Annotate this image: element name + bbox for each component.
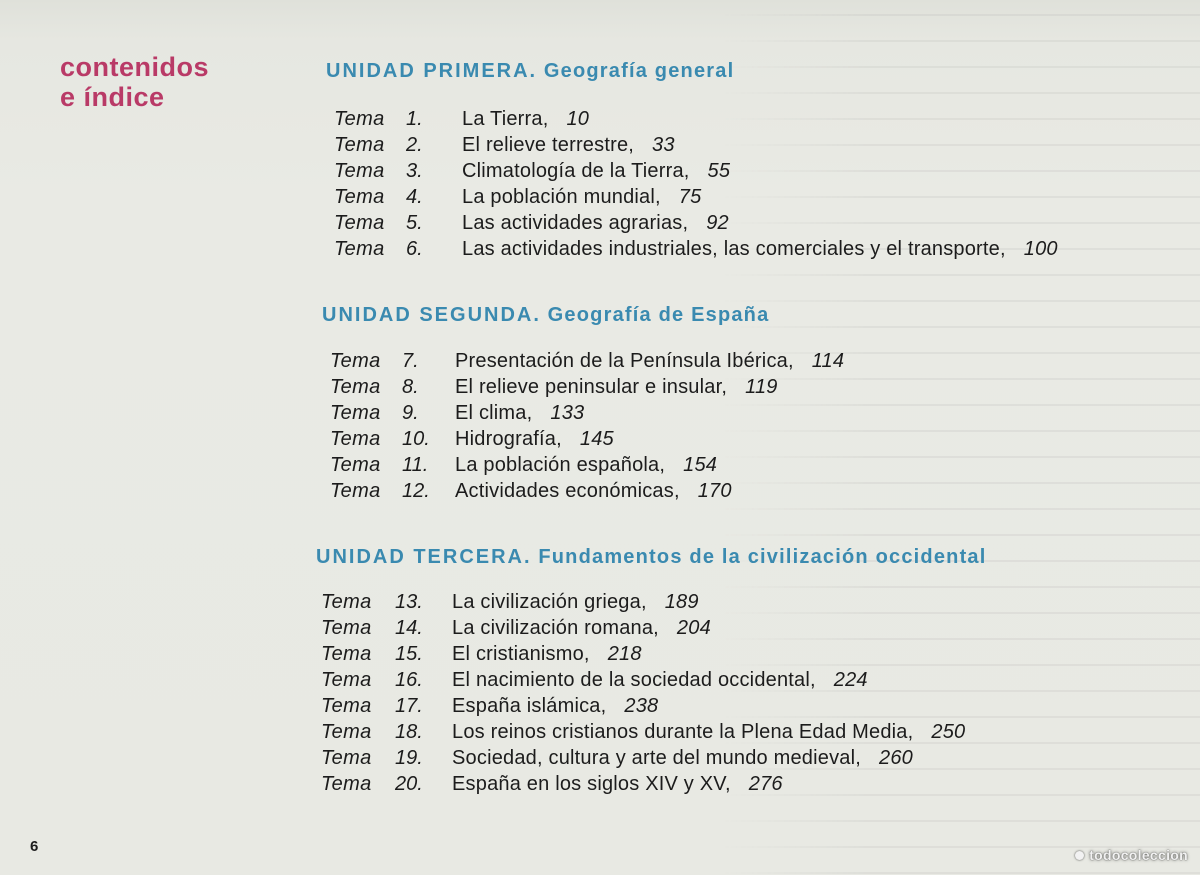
topic-title-group xyxy=(452,615,711,641)
topic-title-group xyxy=(462,184,701,210)
topic-page-number: 33 xyxy=(652,134,675,156)
topic-title: El relieve terrestre, xyxy=(462,134,635,156)
topic-prefix: Tema xyxy=(321,591,372,613)
topic-prefix: Tema xyxy=(334,238,385,260)
topic-prefix: Tema xyxy=(334,212,385,234)
topic-number: 8. xyxy=(402,376,419,398)
topic-prefix: Tema xyxy=(321,695,372,717)
topic-page-number: 170 xyxy=(697,480,732,502)
topic-prefix: Tema xyxy=(334,108,385,130)
topic-number: 20. xyxy=(395,773,423,795)
topic-entry xyxy=(321,719,1151,745)
topic-title-group xyxy=(455,374,778,400)
unit-segunda-topics xyxy=(330,348,1160,504)
topic-page-number: 145 xyxy=(579,428,614,450)
topic-title-group xyxy=(455,348,844,374)
topic-page-number: 133 xyxy=(550,402,585,424)
topic-title: España islámica, xyxy=(452,695,607,717)
topic-title: Hidrografía, xyxy=(455,428,562,450)
topic-title-group xyxy=(452,667,868,693)
topic-prefix: Tema xyxy=(321,643,372,665)
topic-title: Las actividades industriales, las comerciales y el transporte, xyxy=(462,238,1006,260)
watermark xyxy=(1075,847,1188,863)
topic-prefix: Tema xyxy=(321,669,372,691)
unit-label: UNIDAD SEGUNDA. xyxy=(322,304,541,326)
watermark-logo-icon xyxy=(1075,851,1084,860)
topic-title: El clima, xyxy=(455,402,533,424)
topic-entry xyxy=(334,158,1164,184)
topic-title-group xyxy=(455,452,717,478)
topic-prefix: Tema xyxy=(330,480,381,502)
topic-entry xyxy=(330,452,1160,478)
topic-entry xyxy=(321,641,1151,667)
topic-entry xyxy=(330,374,1160,400)
topic-title: La población española, xyxy=(455,454,666,476)
topic-page-number: 154 xyxy=(683,454,718,476)
topic-prefix: Tema xyxy=(330,402,381,424)
topic-entry xyxy=(321,693,1151,719)
topic-page-number: 224 xyxy=(833,669,868,691)
topic-page-number: 119 xyxy=(745,376,778,398)
topic-entry xyxy=(334,184,1164,210)
topic-number: 14. xyxy=(395,617,423,639)
topic-page-number: 218 xyxy=(607,643,642,665)
topic-entry xyxy=(321,589,1151,615)
unit-heading-primera xyxy=(326,60,734,83)
topic-number: 16. xyxy=(395,669,423,691)
topic-title: Los reinos cristianos durante la Plena Edad Media, xyxy=(452,721,914,743)
watermark-text: todocoleccion xyxy=(1089,847,1188,863)
topic-title: Las actividades agrarias, xyxy=(462,212,689,234)
topic-page-number: 276 xyxy=(748,773,783,795)
topic-entry xyxy=(321,667,1151,693)
topic-title-group xyxy=(455,426,614,452)
topic-page-number: 100 xyxy=(1023,238,1058,260)
topic-title-group xyxy=(452,693,658,719)
topic-prefix: Tema xyxy=(334,186,385,208)
contents-heading-line2: e índice xyxy=(60,82,165,112)
topic-entry xyxy=(334,210,1164,236)
topic-page-number: 189 xyxy=(664,591,699,613)
unit-heading-tercera xyxy=(316,546,987,569)
topic-page-number: 92 xyxy=(706,212,729,234)
topic-prefix: Tema xyxy=(321,773,372,795)
topic-title: La población mundial, xyxy=(462,186,661,208)
topic-title: El nacimiento de la sociedad occidental, xyxy=(452,669,816,691)
topic-prefix: Tema xyxy=(330,428,381,450)
topic-page-number: 114 xyxy=(811,350,845,372)
topic-entry xyxy=(321,745,1151,771)
topic-title-group xyxy=(452,589,699,615)
topic-page-number: 10 xyxy=(566,108,590,130)
topic-title-group xyxy=(452,771,783,797)
unit-heading-segunda xyxy=(322,304,769,327)
topic-page-number: 75 xyxy=(678,186,702,208)
topic-number: 6. xyxy=(406,238,423,260)
topic-prefix: Tema xyxy=(334,160,385,182)
topic-number: 4. xyxy=(406,186,423,208)
topic-number: 18. xyxy=(395,721,423,743)
topic-title: El relieve peninsular e insular, xyxy=(455,376,728,398)
topic-entry xyxy=(321,771,1151,797)
topic-title: El cristianismo, xyxy=(452,643,590,665)
topic-entry xyxy=(330,426,1160,452)
topic-page-number: 204 xyxy=(676,617,711,639)
topic-entry xyxy=(334,236,1164,262)
topic-title-group xyxy=(455,478,732,504)
topic-title: España en los siglos XIV y XV, xyxy=(452,773,731,795)
topic-title-group xyxy=(462,158,730,184)
contents-heading xyxy=(60,52,209,112)
topic-number: 15. xyxy=(395,643,423,665)
contents-heading-line1: contenidos xyxy=(60,52,210,82)
topic-title: Sociedad, cultura y arte del mundo medieval, xyxy=(452,747,862,769)
topic-title-group xyxy=(452,641,642,667)
unit-primera-topics xyxy=(334,106,1164,262)
unit-label: UNIDAD TERCERA. xyxy=(316,546,532,568)
topic-title-group xyxy=(462,106,589,132)
topic-entry xyxy=(321,615,1151,641)
topic-number: 13. xyxy=(395,591,423,613)
topic-entry xyxy=(334,106,1164,132)
topic-number: 17. xyxy=(395,695,423,717)
topic-title-group xyxy=(462,132,675,158)
topic-number: 3. xyxy=(406,160,423,182)
topic-entry xyxy=(330,400,1160,426)
topic-title: La civilización griega, xyxy=(452,591,647,613)
topic-number: 9. xyxy=(402,402,419,424)
unit-label: UNIDAD PRIMERA. xyxy=(326,60,538,82)
page-number: 6 xyxy=(30,838,39,855)
topic-number: 2. xyxy=(406,134,423,156)
unit-subject: Geografía de España xyxy=(547,304,770,326)
unit-subject: Fundamentos de la civilización occidental xyxy=(538,546,987,568)
topic-prefix: Tema xyxy=(321,747,372,769)
unit-tercera-topics xyxy=(321,589,1151,797)
topic-title-group xyxy=(455,400,584,426)
topic-prefix: Tema xyxy=(334,134,385,156)
topic-page-number: 260 xyxy=(879,747,914,769)
topic-title: Presentación de la Península Ibérica, xyxy=(455,350,794,372)
topic-title: La civilización romana, xyxy=(452,617,659,639)
topic-number: 10. xyxy=(402,428,430,450)
topic-title: La Tierra, xyxy=(462,108,549,130)
topic-entry xyxy=(334,132,1164,158)
topic-number: 7. xyxy=(402,350,419,372)
topic-number: 12. xyxy=(402,480,430,502)
topic-number: 1. xyxy=(406,108,423,130)
topic-page-number: 250 xyxy=(931,721,966,743)
unit-subject: Geografía general xyxy=(543,60,735,82)
topic-entry xyxy=(330,478,1160,504)
topic-title: Climatología de la Tierra, xyxy=(462,160,690,182)
topic-title-group xyxy=(462,210,729,236)
topic-page-number: 55 xyxy=(707,160,731,182)
topic-prefix: Tema xyxy=(330,350,381,372)
topic-prefix: Tema xyxy=(321,721,372,743)
topic-prefix: Tema xyxy=(321,617,372,639)
topic-title: Actividades económicas, xyxy=(455,480,680,502)
topic-entry xyxy=(330,348,1160,374)
topic-number: 11. xyxy=(402,454,429,476)
topic-title-group xyxy=(452,719,965,745)
topic-page-number: 238 xyxy=(624,695,659,717)
topic-number: 19. xyxy=(395,747,423,769)
topic-title-group xyxy=(452,745,913,771)
topic-prefix: Tema xyxy=(330,376,381,398)
topic-prefix: Tema xyxy=(330,454,381,476)
topic-title-group xyxy=(462,236,1058,262)
topic-number: 5. xyxy=(406,212,423,234)
